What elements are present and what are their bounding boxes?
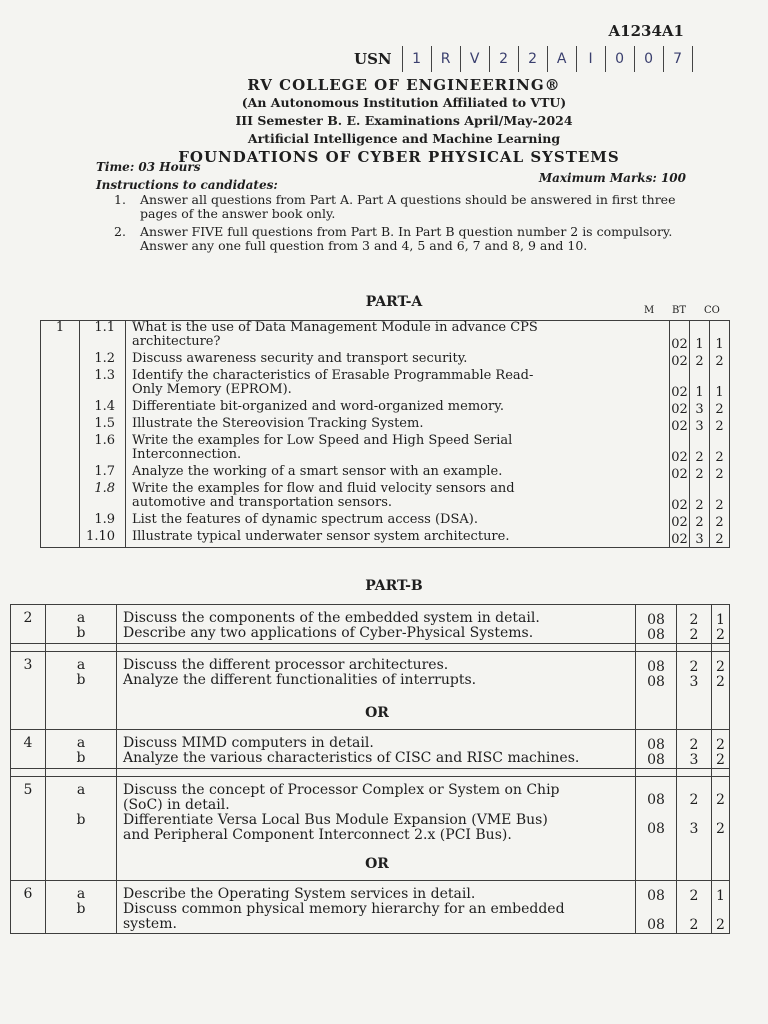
subpart-a: a [76, 610, 86, 626]
question-line: Identify the characteristics of Erasable Programmable Read- [132, 368, 534, 383]
marks-cell [636, 730, 677, 769]
co-value: 1 [715, 337, 724, 352]
subpart-b: b [76, 901, 86, 917]
question-5b-line2: and Peripheral Component Interconnect 2.x (PCI Bus). [123, 827, 512, 843]
part-a-table [40, 320, 730, 548]
co-value: 2 [715, 450, 724, 465]
subquestion-number: 1.7 [94, 464, 115, 479]
question-5b-line1: Differentiate Versa Local Bus Module Expansion (VME Bus) [123, 812, 548, 828]
marks-cell [636, 652, 677, 730]
bt-value: 2 [689, 888, 699, 904]
co-cell [712, 777, 730, 881]
subpart-a: a [76, 735, 86, 751]
question-number: 3 [11, 652, 46, 730]
co-cell [712, 652, 730, 730]
question-text [132, 417, 665, 434]
bt-value: 2 [689, 627, 699, 643]
instruction-text: Answer all questions from Part A. Part A questions should be answered in first three pages of the answer book only. [140, 192, 676, 221]
semester-line: III Semester B. E. Examinations April/May-2024 [235, 113, 573, 128]
usn-char: 7 [664, 46, 693, 72]
subpart-labels [46, 652, 117, 730]
question-line: Write the examples for Low Speed and High Speed Serial [132, 433, 513, 448]
col-header-bt: BT [672, 305, 687, 316]
question-text [117, 730, 636, 769]
subpart-a: a [76, 782, 86, 798]
bt-value: 1 [695, 337, 704, 352]
subquestion-number: 1.5 [94, 416, 115, 431]
table-row [11, 730, 730, 769]
bt-value: 3 [695, 532, 704, 547]
question-text [132, 530, 665, 547]
question-line: architecture? [132, 334, 221, 349]
bt-value: 2 [695, 354, 704, 369]
bt-value: 2 [689, 792, 699, 808]
question-line: List the features of dynamic spectrum access (DSA). [132, 512, 478, 527]
co-column [710, 321, 730, 548]
instruction-item [114, 193, 694, 221]
co-cell [712, 730, 730, 769]
subquestion-number: 1.10 [86, 529, 115, 544]
question-text [117, 881, 636, 934]
subpart-labels [46, 777, 117, 881]
marks-value: 02 [671, 402, 688, 417]
usn-label: USN [354, 50, 392, 68]
instruction-item [114, 225, 694, 253]
usn-block [354, 46, 693, 72]
bt-value: 2 [695, 515, 704, 530]
subpart-a: a [76, 886, 86, 902]
marks-value: 08 [647, 659, 665, 675]
subpart-a: a [76, 657, 86, 673]
paper-code: A1234A1 [608, 22, 684, 40]
usn-char: 2 [519, 46, 548, 72]
question-3b: Analyze the different functionalities of interrupts. [123, 672, 477, 688]
subquestion-number: 1.8 [94, 481, 115, 496]
co-value: 1 [715, 385, 724, 400]
bt-cell [677, 777, 712, 881]
co-value: 2 [716, 821, 725, 837]
question-2b: Describe any two applications of Cyber-Physical Systems. [123, 625, 534, 641]
marks-value: 08 [647, 737, 665, 753]
co-value: 2 [716, 659, 725, 675]
marks-value: 08 [647, 627, 665, 643]
subpart-labels [46, 730, 117, 769]
question-text [117, 652, 636, 730]
subpart-labels [46, 881, 117, 934]
subpart-b: b [76, 812, 86, 828]
subquestion-number: 1.6 [94, 433, 115, 448]
question-number: 1 [41, 321, 80, 548]
question-line: Differentiate bit-organized and word-organized memory. [132, 399, 504, 414]
co-value: 2 [716, 917, 725, 933]
bt-value: 2 [695, 450, 704, 465]
question-line: Illustrate the Stereovision Tracking System. [132, 416, 424, 431]
question-6b-line2: system. [123, 916, 177, 932]
instruction-number: 2. [114, 224, 126, 239]
usn-char: 0 [606, 46, 635, 72]
question-number: 5 [11, 777, 46, 881]
co-value: 1 [716, 888, 725, 904]
question-number: 6 [11, 881, 46, 934]
subquestion-column [80, 321, 126, 548]
co-cell [712, 605, 730, 644]
table-row [41, 321, 730, 548]
or-label: OR [365, 705, 389, 721]
bt-cell [677, 605, 712, 644]
part-b-title: PART-B [365, 578, 423, 594]
subquestion-number: 1.2 [94, 351, 115, 366]
usn-char: 2 [490, 46, 519, 72]
co-value: 2 [715, 419, 724, 434]
co-value: 2 [715, 467, 724, 482]
marks-value: 02 [671, 337, 688, 352]
usn-char: R [432, 46, 461, 72]
question-line: automotive and transportation sensors. [132, 495, 392, 510]
marks-value: 08 [647, 792, 665, 808]
subpart-b: b [76, 625, 86, 641]
bt-cell [677, 881, 712, 934]
marks-value: 02 [671, 450, 688, 465]
bt-value: 3 [695, 402, 704, 417]
bt-value: 2 [695, 498, 704, 513]
bt-value: 3 [689, 674, 699, 690]
question-line: Only Memory (EPROM). [132, 382, 292, 397]
question-5a-line1: Discuss the concept of Processor Complex or System on Chip [123, 782, 560, 798]
question-6a: Describe the Operating System services in detail. [123, 886, 476, 902]
question-text [117, 605, 636, 644]
subquestion-number: 1.4 [94, 399, 115, 414]
bt-cell [677, 730, 712, 769]
subject-title: FOUNDATIONS OF CYBER PHYSICAL SYSTEMS [178, 148, 620, 166]
marks-value: 02 [671, 498, 688, 513]
question-text [117, 777, 636, 881]
subquestion-number: 1.1 [94, 320, 115, 335]
usn-char: A [548, 46, 577, 72]
marks-value: 02 [671, 354, 688, 369]
subpart-labels [46, 605, 117, 644]
usn-char: I [577, 46, 606, 72]
subpart-b: b [76, 750, 86, 766]
bt-value: 3 [689, 752, 699, 768]
question-6b-line1: Discuss common physical memory hierarchy for an embedded [123, 901, 565, 917]
max-marks: Maximum Marks: 100 [538, 171, 686, 185]
co-value: 2 [715, 402, 724, 417]
separator-row [11, 769, 730, 777]
marks-value: 02 [671, 467, 688, 482]
part-b-table [10, 604, 730, 934]
bt-value: 3 [695, 419, 704, 434]
marks-value: 08 [647, 821, 665, 837]
marks-value: 02 [671, 532, 688, 547]
marks-value: 08 [647, 674, 665, 690]
question-3a: Discuss the different processor architectures. [123, 657, 449, 673]
college-name: RV COLLEGE OF ENGINEERING® [247, 76, 561, 94]
bt-value: 2 [689, 917, 699, 933]
marks-value: 08 [647, 888, 665, 904]
usn-char: 1 [403, 46, 432, 72]
marks-cell [636, 881, 677, 934]
marks-value: 08 [647, 917, 665, 933]
question-4b: Analyze the various characteristics of CISC and RISC machines. [123, 750, 580, 766]
col-header-co: CO [704, 305, 720, 316]
co-value: 1 [716, 612, 725, 628]
bt-value: 1 [695, 385, 704, 400]
bt-value: 3 [689, 821, 699, 837]
question-text [132, 400, 665, 417]
question-line: What is the use of Data Management Module in advance CPS [132, 320, 538, 335]
question-4a: Discuss MIMD computers in detail. [123, 735, 374, 751]
subquestion-number: 1.9 [94, 512, 115, 527]
question-text [132, 434, 665, 465]
separator-row [11, 644, 730, 652]
bt-value: 2 [695, 467, 704, 482]
co-value: 2 [716, 792, 725, 808]
or-label: OR [365, 856, 389, 872]
question-number: 4 [11, 730, 46, 769]
question-text [132, 465, 665, 482]
bt-value: 2 [689, 737, 699, 753]
marks-value: 02 [671, 515, 688, 530]
question-line: Interconnection. [132, 447, 242, 462]
marks-value: 08 [647, 752, 665, 768]
bt-column [690, 321, 710, 548]
table-row [11, 605, 730, 644]
instruction-text: Answer FIVE full questions from Part B. In Part B question number 2 is compulsory. Answer any one full question from 3 and 4, 5 and 6, 7 and 8, 9 and 10. [140, 224, 673, 253]
table-row [11, 652, 730, 730]
bt-cell [677, 652, 712, 730]
co-value: 2 [716, 674, 725, 690]
affiliation: (An Autonomous Institution Affiliated to VTU) [241, 95, 567, 110]
co-value: 2 [715, 498, 724, 513]
usn-boxes [402, 46, 693, 72]
question-text [132, 513, 665, 530]
marks-cell [636, 777, 677, 881]
question-2a: Discuss the components of the embedded system in detail. [123, 610, 540, 626]
question-text [132, 482, 665, 513]
marks-value: 02 [671, 419, 688, 434]
usn-char: V [461, 46, 490, 72]
co-value: 2 [716, 627, 725, 643]
instructions-title: Instructions to candidates: [96, 178, 278, 192]
question-line: Analyze the working of a smart sensor with an example. [132, 464, 503, 479]
question-text-column [126, 321, 670, 548]
question-text [132, 321, 665, 352]
co-value: 2 [715, 354, 724, 369]
course-name: Artificial Intelligence and Machine Learning [247, 131, 561, 146]
instruction-number: 1. [114, 192, 126, 207]
marks-value: 02 [671, 385, 688, 400]
marks-column [670, 321, 690, 548]
col-header-marks: M [644, 305, 655, 316]
co-cell [712, 881, 730, 934]
marks-cell [636, 605, 677, 644]
question-line: Discuss awareness security and transport security. [132, 351, 468, 366]
marks-value: 08 [647, 612, 665, 628]
co-value: 2 [715, 515, 724, 530]
question-line: Illustrate typical underwater sensor system architecture. [132, 529, 510, 544]
subquestion-number: 1.3 [94, 368, 115, 383]
question-text [132, 369, 665, 400]
usn-char: 0 [635, 46, 664, 72]
part-a-title: PART-A [365, 294, 423, 310]
subpart-b: b [76, 672, 86, 688]
question-line: Write the examples for flow and fluid velocity sensors and [132, 481, 515, 496]
co-value: 2 [716, 752, 725, 768]
exam-time: Time: 03 Hours [96, 160, 201, 174]
bt-value: 2 [689, 612, 699, 628]
co-value: 2 [715, 532, 724, 547]
table-row [11, 881, 730, 934]
question-5a-line2: (SoC) in detail. [123, 797, 230, 813]
table-row [11, 777, 730, 881]
bt-value: 2 [689, 659, 699, 675]
question-text [132, 352, 665, 369]
question-number: 2 [11, 605, 46, 644]
co-value: 2 [716, 737, 725, 753]
